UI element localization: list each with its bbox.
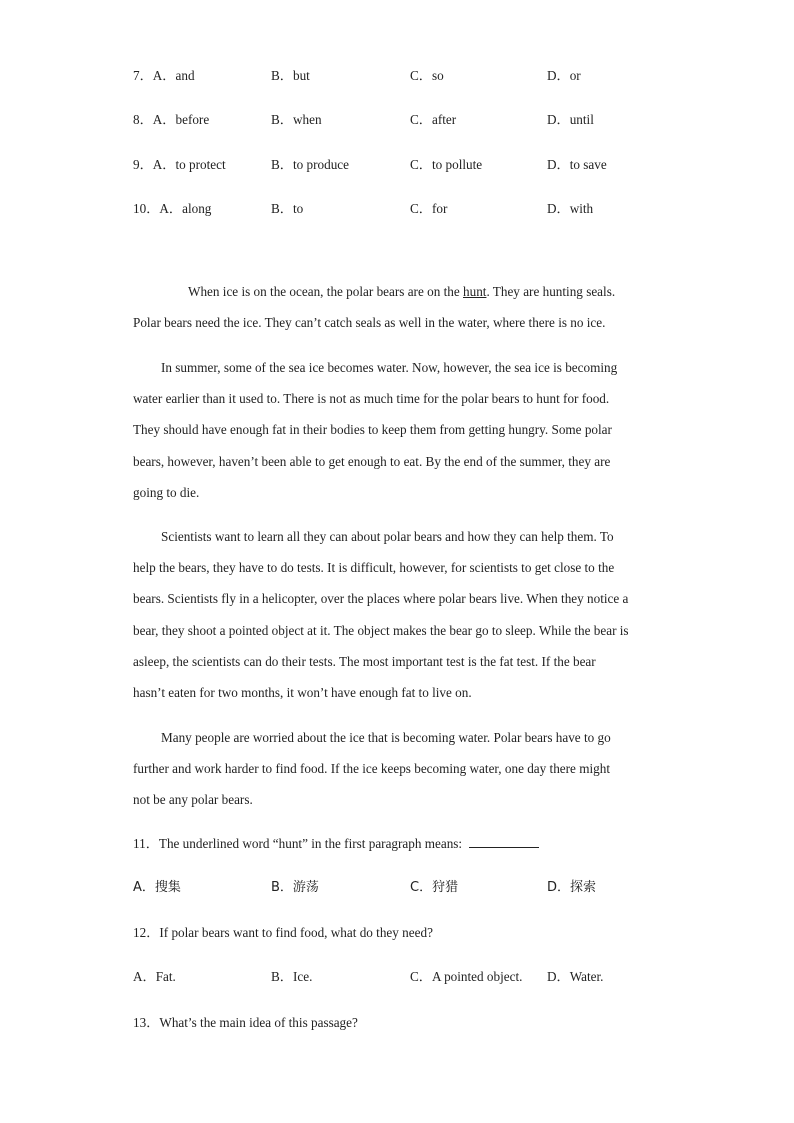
answer-blank[interactable] (469, 834, 539, 848)
paragraph-3-line-5: asleep, the scientists can do their tests. The most important test is the fat test. If the bear (133, 653, 596, 669)
option-12-a: A．Fat. (133, 969, 176, 984)
option-row-8 (133, 110, 693, 130)
option-11-b: B．游荡 (271, 880, 319, 895)
option-10-c: C．for (410, 201, 448, 216)
option-11-a: A．搜集 (133, 880, 181, 895)
question-12 (133, 923, 433, 943)
option-9-a: 9．A．to protect (133, 157, 226, 172)
option-9-c: C．to pollute (410, 157, 483, 172)
underlined-word-hunt: hunt (463, 284, 487, 299)
paragraph-4-line-1: Many people are worried about the ice that is becoming water. Polar bears have to go (161, 730, 611, 745)
question-12-text: 12．If polar bears want to find food, what do they need? (133, 925, 433, 940)
option-9-b: B．to produce (271, 157, 350, 172)
option-7-d: D．or (547, 68, 581, 83)
question-11 (133, 834, 539, 854)
paragraph-1-line-1: When ice is on the ocean, the polar bears are on the hunt. They are hunting seals. (188, 284, 616, 299)
option-row-10 (133, 199, 693, 219)
option-7-c: C．so (410, 68, 444, 83)
paragraph-2-line-2: water earlier than it used to. There is not as much time for the polar bears to hunt for food. (133, 391, 610, 407)
paragraph-3-line-3: bears. Scientists fly in a helicopter, over the places where polar bears live. When they notice a (133, 591, 629, 607)
paragraph-3-line-6: hasn’t eaten for two months, it won’t have enough fat to live on. (133, 684, 472, 700)
question-13 (133, 1013, 358, 1033)
passage-paragraph-1 (133, 276, 663, 338)
option-8-a: 8．A．before (133, 112, 210, 127)
paragraph-4-line-2: further and work harder to find food. If the ice keeps becoming water, one day there might (133, 761, 610, 777)
passage-paragraph-2 (133, 352, 663, 508)
option-12-b: B．Ice. (271, 969, 313, 984)
option-7-b: B．but (271, 68, 310, 83)
option-8-c: C．after (410, 112, 457, 127)
option-11-d: D．探索 (547, 880, 597, 895)
option-10-a: 10．A．along (133, 201, 212, 216)
option-9-d: D．to save (547, 157, 607, 172)
paragraph-2-line-4: bears, however, haven’t been able to get enough to eat. By the end of the summer, they are (133, 453, 611, 469)
option-10-b: B．to (271, 201, 304, 216)
question-13-text: 13．What’s the main idea of this passage? (133, 1015, 358, 1030)
passage-paragraph-4 (133, 722, 663, 816)
passage-paragraph-3 (133, 521, 663, 708)
paragraph-2-line-3: They should have enough fat in their bodies to keep them from getting hungry. Some polar (133, 422, 612, 438)
question-11-options (133, 878, 693, 898)
option-10-d: D．with (547, 201, 594, 216)
question-11-text: 11．The underlined word “hunt” in the first paragraph means: (133, 836, 466, 851)
option-12-d: D．Water. (547, 969, 604, 984)
option-row-7 (133, 66, 693, 86)
question-12-options (133, 967, 693, 987)
paragraph-2-line-5: going to die. (133, 484, 200, 500)
paragraph-3-line-2: help the bears, they have to do tests. It is difficult, however, for scientists to get close to the (133, 560, 615, 576)
option-8-d: D．until (547, 112, 594, 127)
paragraph-1-line-2: Polar bears need the ice. They can’t catch seals as well in the water, where there is no ice. (133, 315, 606, 331)
option-row-9 (133, 155, 693, 175)
paragraph-2-line-1: In summer, some of the sea ice becomes water. Now, however, the sea ice is becoming (161, 360, 618, 375)
option-8-b: B．when (271, 112, 322, 127)
option-12-c: C．A pointed object. (410, 969, 523, 984)
paragraph-3-line-1: Scientists want to learn all they can about polar bears and how they can help them. To (161, 529, 614, 544)
paragraph-4-line-3: not be any polar bears. (133, 792, 253, 808)
option-11-c: C．狩猎 (410, 880, 459, 895)
paragraph-3-line-4: bear, they shoot a pointed object at it. The object makes the bear go to sleep. While the bear is (133, 622, 629, 638)
option-7-a: 7．A．and (133, 68, 195, 83)
